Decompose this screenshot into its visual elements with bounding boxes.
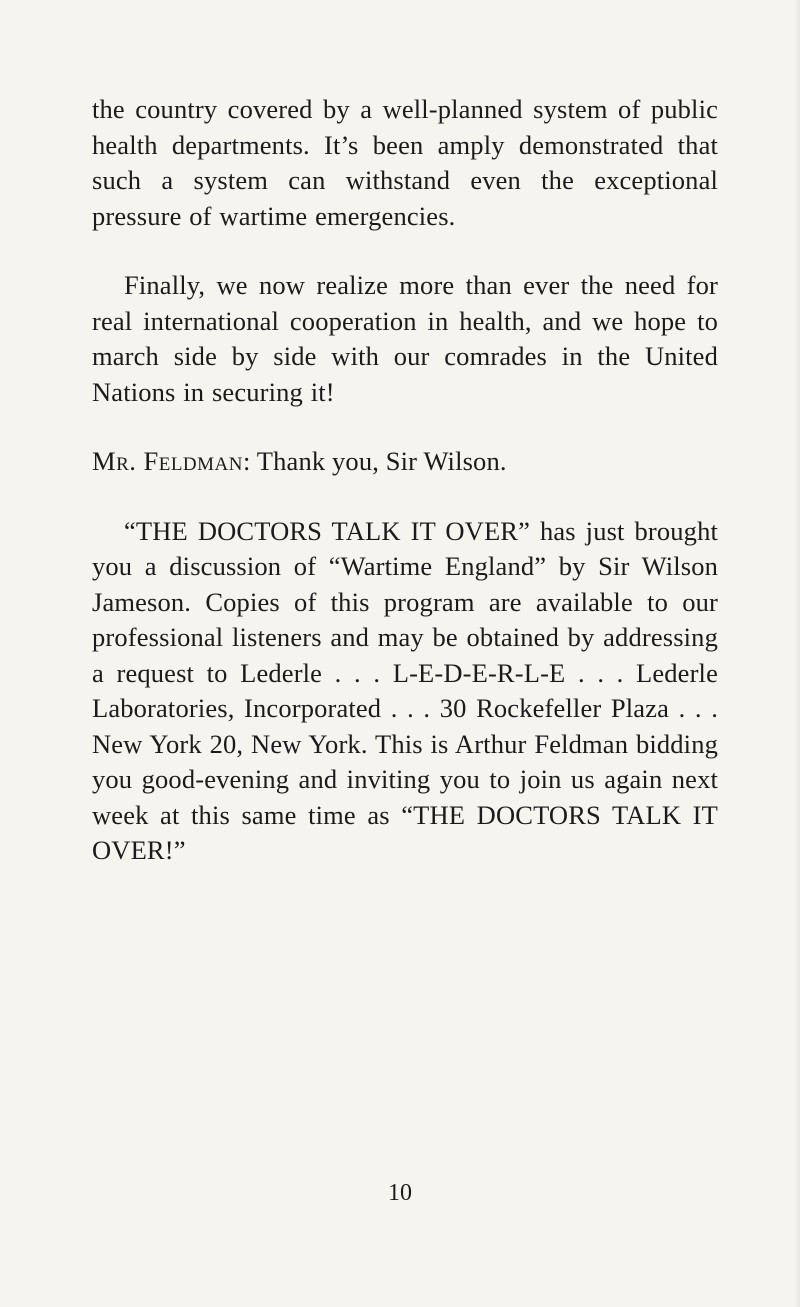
page-edge-shadow	[794, 0, 800, 1307]
speaker-line	[92, 444, 718, 480]
speaker-text: : Thank you, Sir Wilson.	[243, 446, 507, 476]
body-text	[92, 92, 718, 869]
paragraph-4: “THE DOCTORS TALK IT OVER” has just brought you a discussion of “Wartime England” by Sir Wilson Jameson. Copies of this program are available to our professional listeners and may be obtained by addressing a request to Lederle . . . L-E-D-E-R-L-E . . . Lederle Laboratories, Incorporated . . . 30 Rockefeller Plaza . . . New York 20, New York. This is Arthur Feldman bidding you good-evening and inviting you to join us again next week at this same time as “THE DOCTORS TALK IT OVER!”	[92, 515, 718, 865]
speaker-name: Mr. Feldman	[92, 446, 243, 476]
paragraph-2: Finally, we now realize more than ever the need for real international cooperation in health, and we hope to march side by side with our comrades in the United Nations in securing it!	[92, 270, 718, 407]
page-number: 10	[388, 1180, 412, 1206]
paragraph-1: the country covered by a well-planned system of public health departments. It’s been amply demonstrated that such a system can withstand even the exceptional pressure of wartime emergencies.	[92, 94, 718, 231]
